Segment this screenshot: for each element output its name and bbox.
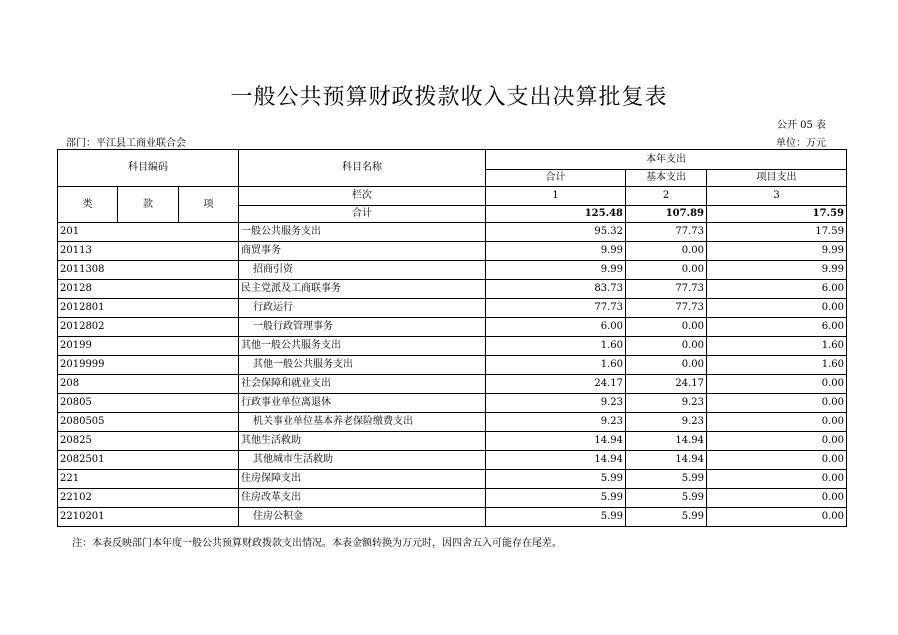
table-row: [58, 394, 847, 413]
row-code: 2019999: [58, 356, 239, 375]
row-name: 招商引资: [239, 261, 486, 280]
row-name: 住房改革支出: [239, 489, 486, 508]
table-row: [58, 223, 847, 242]
row-total: 6.00: [486, 318, 626, 337]
row-code: 20128: [58, 280, 239, 299]
row-name: 一般行政管理事务: [239, 318, 486, 337]
row-basic: 0.00: [626, 318, 707, 337]
row-project: 9.99: [707, 261, 847, 280]
row-basic: 0.00: [626, 337, 707, 356]
table-row: [58, 261, 847, 280]
header-row-3: [58, 187, 847, 206]
header-lei: 类: [58, 187, 118, 223]
total-project: 17.59: [707, 206, 847, 223]
row-project: 0.00: [707, 299, 847, 318]
header-col1: 1: [486, 187, 626, 206]
header-col3: 3: [707, 187, 847, 206]
row-name: 商贸事务: [239, 242, 486, 261]
header-col2: 2: [626, 187, 707, 206]
row-project: 0.00: [707, 508, 847, 527]
table-row: [58, 489, 847, 508]
table-row: [58, 356, 847, 375]
table-row: [58, 508, 847, 527]
row-total: 9.99: [486, 242, 626, 261]
row-code: 20113: [58, 242, 239, 261]
header-column-no: 栏次: [239, 187, 486, 206]
row-name: 其他生活救助: [239, 432, 486, 451]
header-total: 合计: [486, 170, 626, 187]
row-project: 17.59: [707, 223, 847, 242]
row-name: 其他一般公共服务支出: [239, 337, 486, 356]
row-total: 95.32: [486, 223, 626, 242]
row-name: 一般公共服务支出: [239, 223, 486, 242]
header-row-1: [58, 150, 847, 170]
row-name: 其他城市生活救助: [239, 451, 486, 470]
row-project: 1.60: [707, 356, 847, 375]
row-name: 社会保障和就业支出: [239, 375, 486, 394]
row-code: 2082501: [58, 451, 239, 470]
total-label: 合计: [239, 206, 486, 223]
row-total: 9.99: [486, 261, 626, 280]
row-code: 201: [58, 223, 239, 242]
table-row: [58, 318, 847, 337]
table-row: [58, 413, 847, 432]
header-name: 科目名称: [239, 150, 486, 187]
row-project: 0.00: [707, 413, 847, 432]
table-row: [58, 375, 847, 394]
row-basic: 77.73: [626, 280, 707, 299]
row-basic: 5.99: [626, 470, 707, 489]
department-label: 部门：平江县工商业联合会: [66, 138, 186, 149]
footnote: 注：本表反映部门本年度一般公共预算财政拨款支出情况。本表金额转换为万元时，因四舍五入可能存在尾差。: [72, 538, 562, 549]
row-total: 5.99: [486, 508, 626, 527]
row-basic: 0.00: [626, 242, 707, 261]
row-basic: 14.94: [626, 451, 707, 470]
table-row: [58, 242, 847, 261]
row-total: 9.23: [486, 394, 626, 413]
row-code: 2012802: [58, 318, 239, 337]
row-basic: 5.99: [626, 489, 707, 508]
row-project: 0.00: [707, 432, 847, 451]
row-basic: 9.23: [626, 413, 707, 432]
header-xiang: 项: [179, 187, 239, 223]
table-row: [58, 299, 847, 318]
row-basic: 9.23: [626, 394, 707, 413]
total-total: 125.48: [486, 206, 626, 223]
row-code: 20825: [58, 432, 239, 451]
budget-table: [57, 149, 847, 527]
row-code: 221: [58, 470, 239, 489]
row-code: 20199: [58, 337, 239, 356]
row-basic: 0.00: [626, 261, 707, 280]
row-total: 77.73: [486, 299, 626, 318]
row-name: 其他一般公共服务支出: [239, 356, 486, 375]
row-code: 2210201: [58, 508, 239, 527]
total-basic: 107.89: [626, 206, 707, 223]
row-total: 1.60: [486, 337, 626, 356]
row-project: 0.00: [707, 394, 847, 413]
row-total: 9.23: [486, 413, 626, 432]
table-row: [58, 337, 847, 356]
table-row: [58, 432, 847, 451]
page-title: 一般公共预算财政拨款收入支出决算批复表: [230, 85, 668, 110]
row-project: 0.00: [707, 451, 847, 470]
row-project: 6.00: [707, 318, 847, 337]
row-name: 机关事业单位基本养老保险缴费支出: [239, 413, 486, 432]
row-project: 0.00: [707, 470, 847, 489]
header-year-expense: 本年支出: [486, 150, 847, 170]
header-basic: 基本支出: [626, 170, 707, 187]
unit-label: 单位：万元: [776, 138, 826, 149]
row-total: 83.73: [486, 280, 626, 299]
row-project: 1.60: [707, 337, 847, 356]
row-name: 行政运行: [239, 299, 486, 318]
table-row: [58, 470, 847, 489]
row-total: 14.94: [486, 451, 626, 470]
row-basic: 14.94: [626, 432, 707, 451]
row-basic: 5.99: [626, 508, 707, 527]
row-basic: 0.00: [626, 356, 707, 375]
header-code: 科目编码: [58, 150, 239, 187]
row-project: 6.00: [707, 280, 847, 299]
row-code: 2080505: [58, 413, 239, 432]
table-row: [58, 280, 847, 299]
row-name: 住房公积金: [239, 508, 486, 527]
header-kuan: 款: [118, 187, 179, 223]
row-code: 22102: [58, 489, 239, 508]
header-project: 项目支出: [707, 170, 847, 187]
row-total: 5.99: [486, 470, 626, 489]
row-basic: 77.73: [626, 223, 707, 242]
form-number: 公开 05 表: [776, 120, 826, 131]
row-basic: 77.73: [626, 299, 707, 318]
row-total: 1.60: [486, 356, 626, 375]
table-row: [58, 451, 847, 470]
row-total: 24.17: [486, 375, 626, 394]
row-name: 行政事业单位离退休: [239, 394, 486, 413]
row-project: 9.99: [707, 242, 847, 261]
row-project: 0.00: [707, 375, 847, 394]
data-rows: [58, 223, 847, 527]
row-project: 0.00: [707, 489, 847, 508]
row-code: 208: [58, 375, 239, 394]
row-code: 2012801: [58, 299, 239, 318]
row-total: 5.99: [486, 489, 626, 508]
row-total: 14.94: [486, 432, 626, 451]
row-code: 2011308: [58, 261, 239, 280]
row-name: 民主党派及工商联事务: [239, 280, 486, 299]
row-basic: 24.17: [626, 375, 707, 394]
row-code: 20805: [58, 394, 239, 413]
row-name: 住房保障支出: [239, 470, 486, 489]
